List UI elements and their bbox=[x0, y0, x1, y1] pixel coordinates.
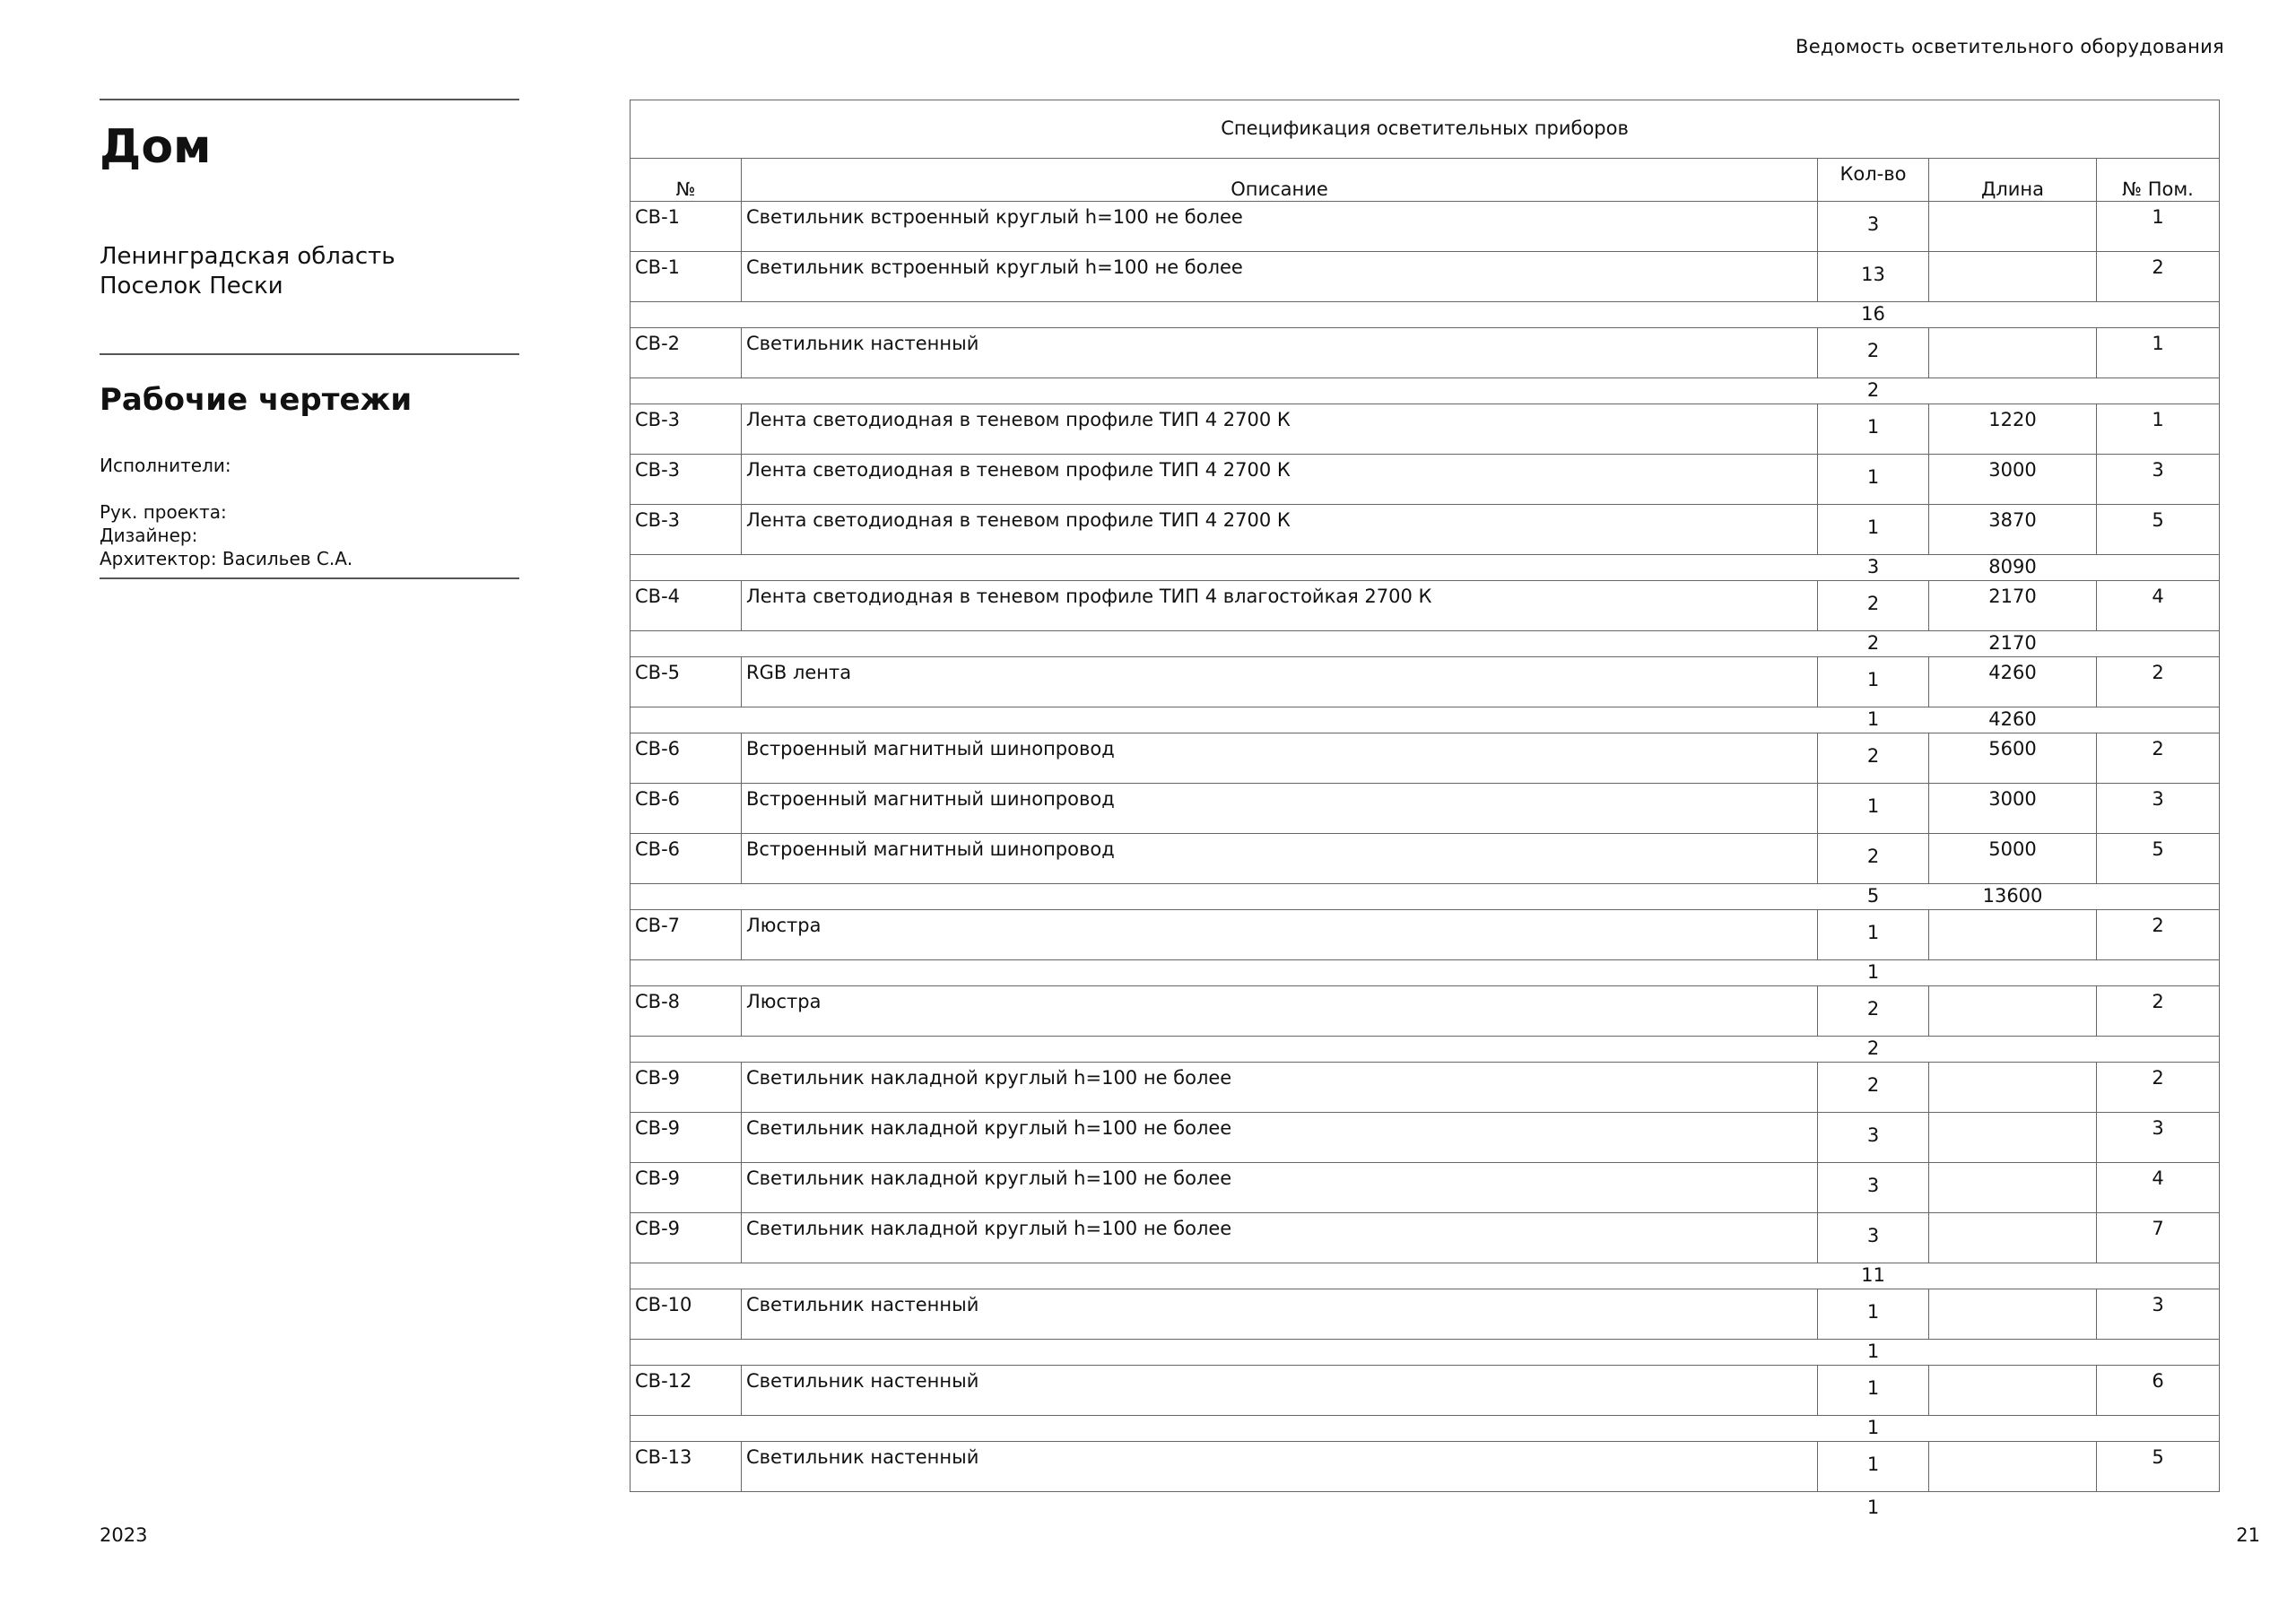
table-row bbox=[631, 505, 2220, 555]
cell-room: 2 bbox=[2097, 252, 2220, 302]
table-caption: Спецификация осветительных приборов bbox=[631, 100, 2220, 159]
cell-empty bbox=[631, 960, 742, 986]
header-len: Длина bbox=[1929, 159, 2097, 202]
table-row bbox=[631, 1163, 2220, 1213]
cell-quantity: 13 bbox=[1818, 252, 1929, 302]
cell-empty bbox=[742, 960, 1818, 986]
cell-description: Светильник настенный bbox=[742, 1289, 1818, 1340]
cell-length bbox=[1929, 1163, 2097, 1213]
cell-length: 2170 bbox=[1929, 581, 2097, 631]
cell-code: СВ-12 bbox=[631, 1366, 742, 1416]
cell-code: СВ-10 bbox=[631, 1289, 742, 1340]
cell-description: Люстра bbox=[742, 986, 1818, 1037]
subtotal-length bbox=[1929, 378, 2097, 404]
table-row bbox=[631, 733, 2220, 784]
cell-room: 2 bbox=[2097, 1063, 2220, 1113]
subtotal-length bbox=[1929, 1037, 2097, 1063]
cell-description: Светильник накладной круглый h=100 не более bbox=[742, 1113, 1818, 1163]
cell-code: СВ-8 bbox=[631, 986, 742, 1037]
subtotal-row bbox=[631, 631, 2220, 657]
subtotal-row bbox=[631, 378, 2220, 404]
cell-room: 3 bbox=[2097, 1113, 2220, 1163]
cell-room: 5 bbox=[2097, 834, 2220, 884]
cell-quantity: 3 bbox=[1818, 1163, 1929, 1213]
footer-year: 2023 bbox=[100, 1524, 148, 1546]
table-row bbox=[631, 784, 2220, 834]
cell-code: СВ-1 bbox=[631, 202, 742, 252]
cell-code: СВ-6 bbox=[631, 784, 742, 834]
cell-empty bbox=[2097, 555, 2220, 581]
table-row bbox=[631, 328, 2220, 378]
header-num: № bbox=[631, 159, 742, 202]
cell-length bbox=[1929, 910, 2097, 960]
team-member: Рук. проекта: bbox=[100, 501, 227, 523]
cell-description: Лента светодиодная в теневом профиле ТИП 4 2700 К bbox=[742, 455, 1818, 505]
cell-room: 5 bbox=[2097, 1442, 2220, 1492]
cell-room: 5 bbox=[2097, 505, 2220, 555]
cell-quantity: 2 bbox=[1818, 733, 1929, 784]
cell-length: 4260 bbox=[1929, 657, 2097, 707]
subtotal-length bbox=[1929, 1492, 2097, 1525]
subtotal-length bbox=[1929, 1263, 2097, 1289]
cell-quantity: 2 bbox=[1818, 328, 1929, 378]
cell-room: 3 bbox=[2097, 784, 2220, 834]
subtotal-quantity: 1 bbox=[1818, 1340, 1929, 1366]
cell-empty bbox=[2097, 707, 2220, 733]
cell-room: 2 bbox=[2097, 657, 2220, 707]
table-row bbox=[631, 252, 2220, 302]
cell-quantity: 1 bbox=[1818, 1366, 1929, 1416]
cell-quantity: 3 bbox=[1818, 1113, 1929, 1163]
divider bbox=[100, 577, 519, 579]
cell-code: СВ-9 bbox=[631, 1113, 742, 1163]
cell-empty bbox=[631, 1263, 742, 1289]
cell-length: 5000 bbox=[1929, 834, 2097, 884]
cell-empty bbox=[2097, 1037, 2220, 1063]
team-member: Дизайнер: bbox=[100, 525, 198, 546]
cell-empty bbox=[631, 1416, 742, 1442]
subtotal-quantity: 5 bbox=[1818, 884, 1929, 910]
cell-code: СВ-9 bbox=[631, 1063, 742, 1113]
team-member: Архитектор: Васильев С.А. bbox=[100, 548, 353, 569]
cell-code: СВ-6 bbox=[631, 733, 742, 784]
cell-description: Встроенный магнитный шинопровод bbox=[742, 834, 1818, 884]
cell-room: 2 bbox=[2097, 910, 2220, 960]
cell-length bbox=[1929, 986, 2097, 1037]
cell-code: СВ-9 bbox=[631, 1213, 742, 1263]
cell-code: СВ-5 bbox=[631, 657, 742, 707]
cell-length: 5600 bbox=[1929, 733, 2097, 784]
subtotal-quantity: 11 bbox=[1818, 1263, 1929, 1289]
table-row bbox=[631, 1366, 2220, 1416]
table-row bbox=[631, 581, 2220, 631]
cell-empty bbox=[2097, 302, 2220, 328]
header-desc: Описание bbox=[742, 159, 1818, 202]
cell-empty bbox=[742, 1416, 1818, 1442]
location bbox=[100, 242, 519, 301]
cell-empty bbox=[742, 302, 1818, 328]
cell-empty bbox=[742, 378, 1818, 404]
cell-length bbox=[1929, 252, 2097, 302]
cell-quantity: 1 bbox=[1818, 1442, 1929, 1492]
subtotal-quantity: 1 bbox=[1818, 1416, 1929, 1442]
cell-room: 1 bbox=[2097, 202, 2220, 252]
cell-empty bbox=[742, 1340, 1818, 1366]
cell-description: Лента светодиодная в теневом профиле ТИП 4 2700 К bbox=[742, 505, 1818, 555]
cell-description: Светильник настенный bbox=[742, 1442, 1818, 1492]
cell-description: Светильник накладной круглый h=100 не более bbox=[742, 1213, 1818, 1263]
cell-empty bbox=[631, 378, 742, 404]
location-settlement: Поселок Пески bbox=[100, 273, 283, 299]
table-row bbox=[631, 1289, 2220, 1340]
team-list bbox=[100, 500, 519, 570]
subtotal-quantity: 1 bbox=[1866, 1497, 1880, 1519]
header-qty: Кол-во bbox=[1818, 159, 1929, 202]
cell-room: 7 bbox=[2097, 1213, 2220, 1263]
divider bbox=[100, 99, 519, 100]
cell-code: СВ-9 bbox=[631, 1163, 742, 1213]
subtotal-quantity: 2 bbox=[1818, 1037, 1929, 1063]
table-row bbox=[631, 202, 2220, 252]
cell-quantity: 2 bbox=[1818, 1063, 1929, 1113]
cell-description: Люстра bbox=[742, 910, 1818, 960]
cell-empty bbox=[631, 1037, 742, 1063]
page-number: 21 bbox=[2236, 1524, 2260, 1546]
cell-empty bbox=[631, 707, 742, 733]
table-row bbox=[631, 1442, 2220, 1492]
cell-description: Светильник настенный bbox=[742, 1366, 1818, 1416]
table-row bbox=[631, 657, 2220, 707]
subtotal-row bbox=[631, 1492, 2220, 1525]
subtotal-length: 2170 bbox=[1929, 631, 2097, 657]
cell-code: СВ-2 bbox=[631, 328, 742, 378]
cell-empty bbox=[742, 1263, 1818, 1289]
cell-length: 1220 bbox=[1929, 404, 2097, 455]
cell-code: СВ-1 bbox=[631, 252, 742, 302]
cell-description: Светильник накладной круглый h=100 не более bbox=[742, 1163, 1818, 1213]
cell-quantity: 1 bbox=[1818, 455, 1929, 505]
cell-room: 3 bbox=[2097, 1289, 2220, 1340]
subtotal-quantity: 2 bbox=[1818, 631, 1929, 657]
cell-length bbox=[1929, 1442, 2097, 1492]
cell-room: 2 bbox=[2097, 986, 2220, 1037]
cell-empty bbox=[742, 884, 1818, 910]
cell-empty bbox=[631, 884, 742, 910]
subtotal-length bbox=[1929, 1416, 2097, 1442]
cell-empty bbox=[2097, 1340, 2220, 1366]
section-title: Рабочие чертежи bbox=[100, 382, 413, 418]
table-row bbox=[631, 910, 2220, 960]
cell-code: СВ-4 bbox=[631, 581, 742, 631]
subtotal-length bbox=[1929, 302, 2097, 328]
cell-length bbox=[1929, 1063, 2097, 1113]
cell-empty bbox=[2097, 960, 2220, 986]
document-header-title: Ведомость осветительного оборудования bbox=[1795, 36, 2224, 57]
table-row bbox=[631, 1063, 2220, 1113]
cell-empty bbox=[742, 707, 1818, 733]
cell-length: 3000 bbox=[1929, 784, 2097, 834]
cell-empty bbox=[631, 631, 742, 657]
subtotal-row bbox=[631, 555, 2220, 581]
table-row bbox=[631, 834, 2220, 884]
cell-length: 3870 bbox=[1929, 505, 2097, 555]
subtotal-row bbox=[631, 302, 2220, 328]
cell-quantity: 3 bbox=[1818, 202, 1929, 252]
executors-label: Исполнители: bbox=[100, 455, 231, 476]
cell-empty bbox=[631, 302, 742, 328]
location-region: Ленинградская область bbox=[100, 243, 396, 270]
table-row bbox=[631, 1213, 2220, 1263]
cell-empty bbox=[631, 1492, 742, 1525]
cell-empty bbox=[2097, 378, 2220, 404]
subtotal-length: 13600 bbox=[1929, 884, 2097, 910]
cell-room: 4 bbox=[2097, 581, 2220, 631]
cell-description: RGB лента bbox=[742, 657, 1818, 707]
subtotal-row bbox=[631, 707, 2220, 733]
subtotal-quantity: 3 bbox=[1818, 555, 1929, 581]
project-title: Дом bbox=[100, 120, 212, 174]
subtotal-quantity: 2 bbox=[1818, 378, 1929, 404]
subtotal-quantity: 16 bbox=[1818, 302, 1929, 328]
subtotal-length: 4260 bbox=[1929, 707, 2097, 733]
cell-length bbox=[1929, 328, 2097, 378]
cell-empty bbox=[2097, 1416, 2220, 1442]
cell-code: СВ-6 bbox=[631, 834, 742, 884]
cell-quantity: 1 bbox=[1818, 1289, 1929, 1340]
cell-empty bbox=[742, 1037, 1818, 1063]
divider bbox=[100, 353, 519, 355]
cell-empty bbox=[2097, 884, 2220, 910]
cell-length bbox=[1929, 1113, 2097, 1163]
cell-room: 1 bbox=[2097, 404, 2220, 455]
cell-code: СВ-3 bbox=[631, 505, 742, 555]
cell-empty bbox=[2097, 1263, 2220, 1289]
cell-quantity: 1 bbox=[1818, 657, 1929, 707]
cell-quantity: 2 bbox=[1818, 581, 1929, 631]
cell-code: СВ-13 bbox=[631, 1442, 742, 1492]
spec-table bbox=[630, 100, 2220, 1524]
table-row bbox=[631, 455, 2220, 505]
cell-quantity: 1 bbox=[1818, 784, 1929, 834]
subtotal-quantity: 1 bbox=[1818, 707, 1929, 733]
cell-quantity: 1 bbox=[1818, 404, 1929, 455]
subtotal-length: 8090 bbox=[1929, 555, 2097, 581]
table-row bbox=[631, 404, 2220, 455]
cell-empty bbox=[631, 1340, 742, 1366]
cell-code: СВ-3 bbox=[631, 404, 742, 455]
cell-room: 3 bbox=[2097, 455, 2220, 505]
cell-description: Светильник накладной круглый h=100 не более bbox=[742, 1063, 1818, 1113]
cell-empty bbox=[742, 1492, 1818, 1525]
cell-description: Встроенный магнитный шинопровод bbox=[742, 733, 1818, 784]
cell-length: 3000 bbox=[1929, 455, 2097, 505]
cell-room: 6 bbox=[2097, 1366, 2220, 1416]
header-room: № Пом. bbox=[2097, 159, 2220, 202]
cell-quantity: 3 bbox=[1818, 1213, 1929, 1263]
subtotal-row bbox=[631, 1263, 2220, 1289]
cell-room: 1 bbox=[2097, 328, 2220, 378]
cell-quantity: 2 bbox=[1818, 834, 1929, 884]
cell-length bbox=[1929, 1289, 2097, 1340]
cell-quantity: 2 bbox=[1818, 986, 1929, 1037]
cell-quantity: 1 bbox=[1818, 505, 1929, 555]
subtotal-length bbox=[1929, 1340, 2097, 1366]
subtotal-length bbox=[1929, 960, 2097, 986]
cell-empty bbox=[631, 555, 742, 581]
cell-length bbox=[1929, 202, 2097, 252]
table-row bbox=[631, 986, 2220, 1037]
cell-room: 4 bbox=[2097, 1163, 2220, 1213]
cell-description: Лента светодиодная в теневом профиле ТИП 4 2700 К bbox=[742, 404, 1818, 455]
subtotal-row bbox=[631, 1340, 2220, 1366]
cell-quantity: 1 bbox=[1818, 910, 1929, 960]
table-caption-row bbox=[631, 100, 2220, 159]
cell-description: Светильник встроенный круглый h=100 не более bbox=[742, 202, 1818, 252]
cell-room: 2 bbox=[2097, 733, 2220, 784]
subtotal-row bbox=[631, 1037, 2220, 1063]
subtotal-row bbox=[631, 960, 2220, 986]
table-row bbox=[631, 1113, 2220, 1163]
cell-code: СВ-3 bbox=[631, 455, 742, 505]
cell-empty bbox=[2097, 631, 2220, 657]
subtotal-quantity: 1 bbox=[1818, 960, 1929, 986]
cell-description: Лента светодиодная в теневом профиле ТИП 4 влагостойкая 2700 К bbox=[742, 581, 1818, 631]
cell-empty bbox=[742, 555, 1818, 581]
cell-empty bbox=[742, 631, 1818, 657]
subtotal-row bbox=[631, 884, 2220, 910]
table-header-row bbox=[631, 159, 2220, 202]
cell-code: СВ-7 bbox=[631, 910, 742, 960]
cell-description: Светильник встроенный круглый h=100 не более bbox=[742, 252, 1818, 302]
title-block bbox=[100, 99, 519, 579]
cell-description: Светильник настенный bbox=[742, 328, 1818, 378]
cell-empty bbox=[2097, 1492, 2220, 1525]
cell-description: Встроенный магнитный шинопровод bbox=[742, 784, 1818, 834]
cell-length bbox=[1929, 1213, 2097, 1263]
subtotal-row bbox=[631, 1416, 2220, 1442]
cell-length bbox=[1929, 1366, 2097, 1416]
